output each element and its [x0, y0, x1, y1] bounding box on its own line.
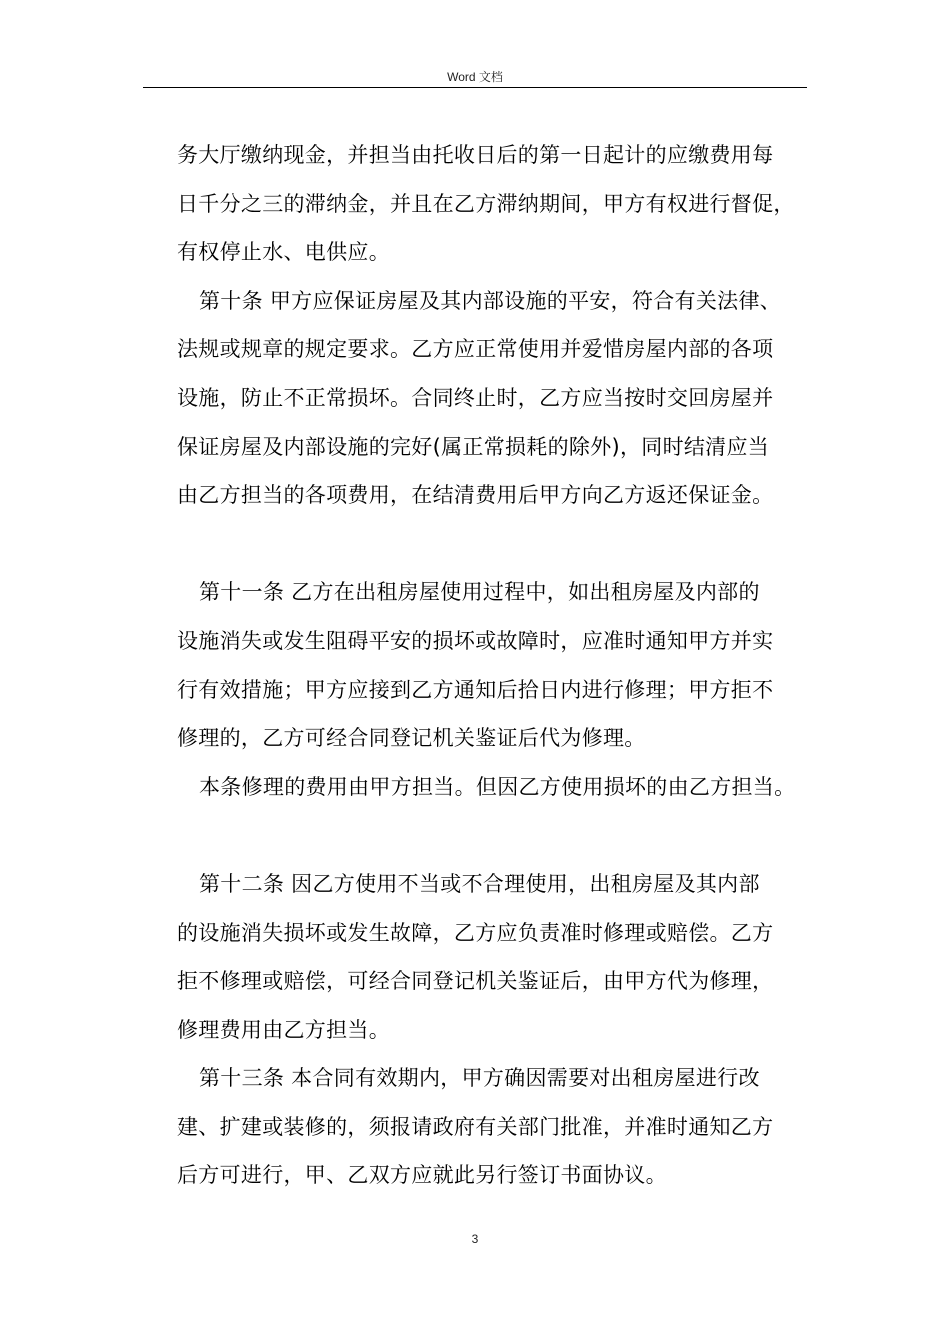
article-12-first-line: 第十二条 因乙方使用不当或不合理使用，出租房屋及其内部 — [199, 871, 760, 896]
text-line: 建、扩建或装修的，须报请政府有关部门批准，并准时通知乙方 — [177, 1114, 774, 1139]
text-line: 修理费用由乙方担当。 — [177, 1017, 390, 1042]
text-line: 设施，防止不正常损坏。合同终止时，乙方应当按时交回房屋并 — [177, 385, 774, 410]
document-body — [177, 131, 817, 1200]
article-11-first-line: 第十一条 乙方在出租房屋使用过程中，如出租房屋及内部的 — [199, 580, 760, 605]
text-line: 行有效措施；甲方应接到乙方通知后拾日内进行修理；甲方拒不 — [177, 677, 774, 702]
page-header-title: Word 文档 — [447, 70, 503, 84]
text-line: 由乙方担当的各项费用，在结清费用后甲方向乙方返还保证金。 — [177, 483, 774, 508]
text-line: 法规或规章的规定要求。乙方应正常使用并爱惜房屋内部的各项 — [177, 337, 774, 362]
text-line: 拒不修理或赔偿，可经合同登记机关鉴证后，由甲方代为修理， — [177, 969, 774, 994]
text-line: 日千分之三的滞纳金，并且在乙方滞纳期间，甲方有权进行督促， — [177, 191, 795, 216]
repair-cost-line: 本条修理的费用由甲方担当。但因乙方使用损坏的由乙方担当。 — [199, 774, 796, 799]
header-divider — [143, 87, 807, 88]
text-line: 保证房屋及内部设施的完好(属正常损耗的除外)，同时结清应当 — [177, 434, 770, 459]
text-line: 设施消失或发生阻碍平安的损坏或故障时，应准时通知甲方并实 — [177, 628, 774, 653]
page-number: 3 — [471, 1232, 479, 1246]
article-10-first-line: 第十条 甲方应保证房屋及其内部设施的平安，符合有关法律、 — [199, 288, 782, 313]
paragraph-gap — [177, 811, 817, 860]
text-line: 修理的，乙方可经合同登记机关鉴证后代为修理。 — [177, 726, 646, 751]
paragraph-gap — [177, 520, 817, 569]
text-line: 的设施消失损坏或发生故障，乙方应负责准时修理或赔偿。乙方 — [177, 920, 774, 945]
text-line: 务大厅缴纳现金，并担当由托收日后的第一日起计的应缴费用每 — [177, 143, 774, 167]
text-line: 有权停止水、电供应。 — [177, 240, 390, 265]
article-13-first-line: 第十三条 本合同有效期内，甲方确因需要对出租房屋进行改 — [199, 1066, 760, 1091]
text-line: 后方可进行，甲、乙双方应就此另行签订书面协议。 — [177, 1163, 667, 1188]
